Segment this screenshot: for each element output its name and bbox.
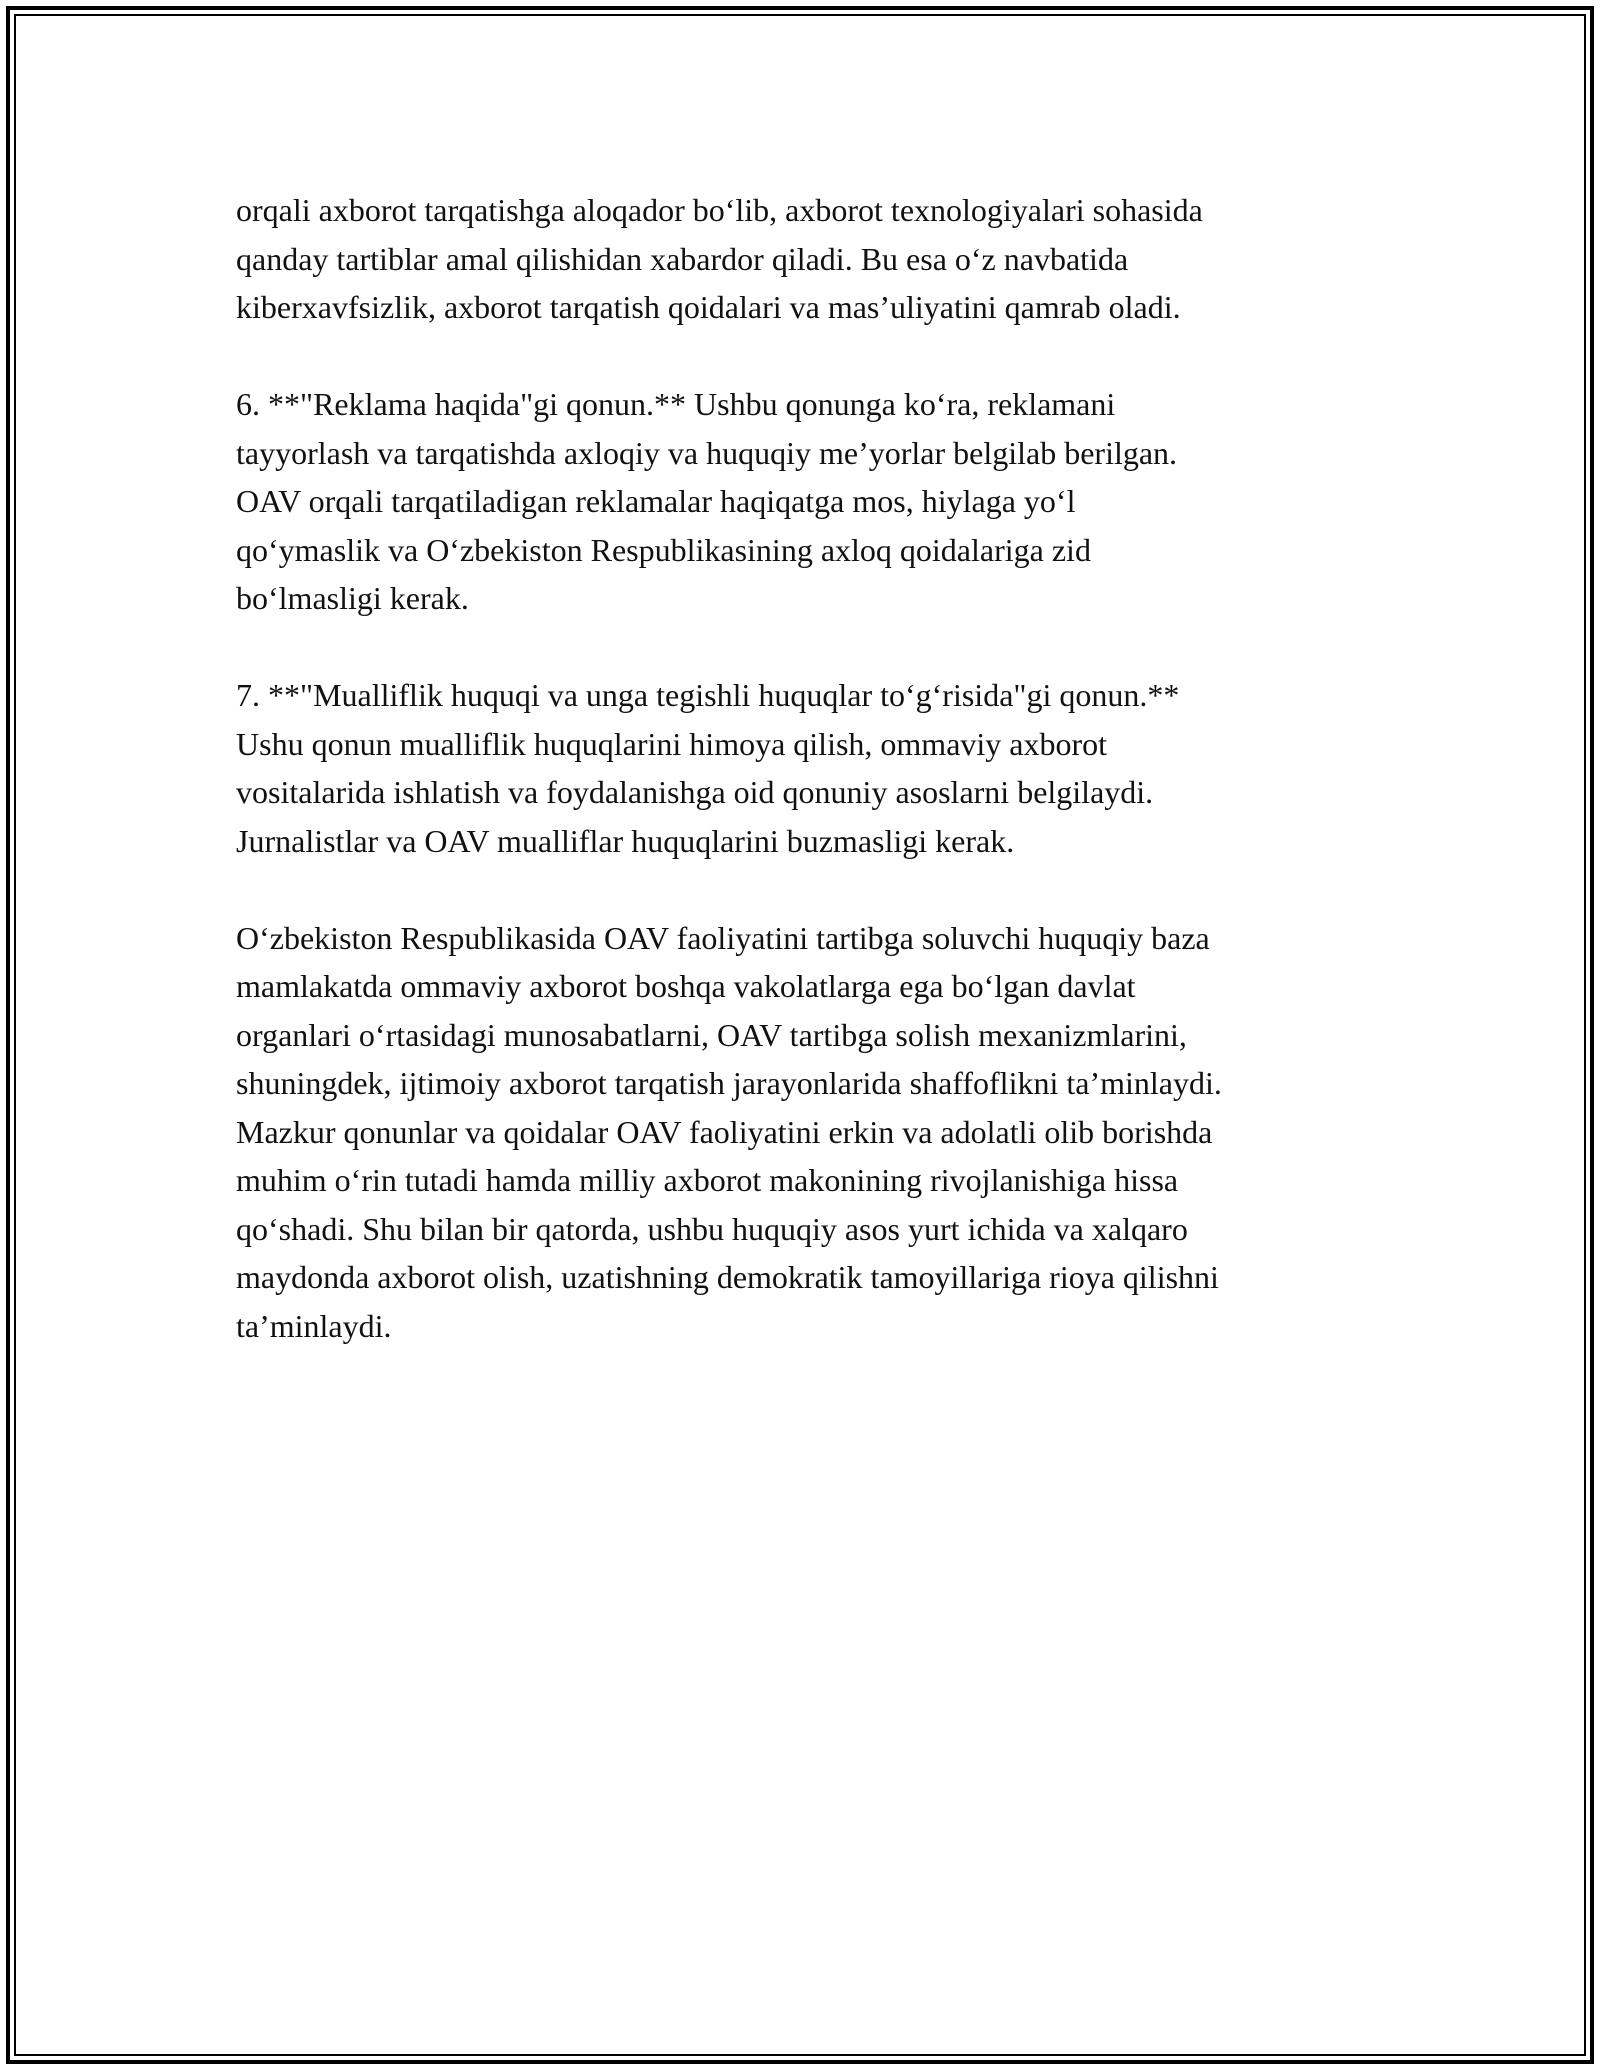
- text-line: shuningdek, ijtimoiy axborot tarqatish jarayonlarida shaffoflikni ta’minlaydi.: [236, 1065, 1222, 1101]
- text-line: qo‘ymaslik va O‘zbekiston Respublikasining axloq qoidalariga zid: [236, 531, 1091, 568]
- text-line: OAV orqali tarqatiladigan reklamalar haqiqatga mos, hiylaga yo‘l: [236, 483, 1076, 519]
- text-line: bo‘lmasligi kerak.: [236, 580, 469, 616]
- text-line: organlari o‘rtasidagi munosabatlarni, OAV tartibga solish mexanizmlarini,: [236, 1016, 1187, 1053]
- text-line: 7. **"Mualliflik huquqi va unga tegishli huquqlar to‘g‘risida"gi qonun.**: [236, 677, 1180, 713]
- text-line: O‘zbekiston Respublikasida OAV faoliyatini tartibga soluvchi huquqiy baza: [236, 919, 1210, 956]
- text-line: Ushu qonun mualliflik huquqlarini himoya qilish, ommaviy axborot: [236, 725, 1108, 762]
- document-body: [236, 186, 1376, 1399]
- text-line: Jurnalistlar va OAV mualliflar huquqlarini buzmasligi kerak.: [236, 822, 1015, 859]
- text-line: muhim o‘rin tutadi hamda milliy axborot makonining rivojlanishiga hissa: [236, 1162, 1179, 1198]
- text-line: mamlakatda ommaviy axborot boshqa vakolatlarga ega bo‘lgan davlat: [236, 968, 1136, 1004]
- text-line: qo‘shadi. Shu bilan bir qatorda, ushbu huquqiy asos yurt ichida va xalqaro: [236, 1210, 1188, 1247]
- paragraph-conclusion: [236, 914, 1376, 1351]
- text-line: qanday tartiblar amal qilishidan xabardor qiladi. Bu esa o‘z navbatida: [236, 240, 1129, 277]
- text-line: Mazkur qonunlar va qoidalar OAV faoliyatini erkin va adolatli olib borishda: [236, 1113, 1213, 1150]
- text-line: kiberxavfsizlik, axborot tarqatish qoidalari va mas’uliyatini qamrab oladi.: [236, 289, 1181, 325]
- text-line: tayyorlash va tarqatishda axloqiy va huquqiy me’yorlar belgilab berilgan.: [236, 434, 1178, 471]
- paragraph-continuation: [236, 186, 1376, 332]
- text-line: vositalarida ishlatish va foydalanishga oid qonuniy asoslarni belgilaydi.: [236, 774, 1154, 810]
- text-line: ta’minlaydi.: [236, 1307, 392, 1344]
- text-line: orqali axborot tarqatishga aloqador bo‘lib, axborot texnologiyalari sohasida: [236, 192, 1203, 228]
- text-line: 6. **"Reklama haqida"gi qonun.** Ushbu qonunga ko‘ra, reklamani: [236, 386, 1116, 422]
- paragraph-item-6: [236, 380, 1376, 623]
- paragraph-item-7: [236, 671, 1376, 865]
- text-line: maydonda axborot olish, uzatishning demokratik tamoyillariga rioya qilishni: [236, 1259, 1219, 1295]
